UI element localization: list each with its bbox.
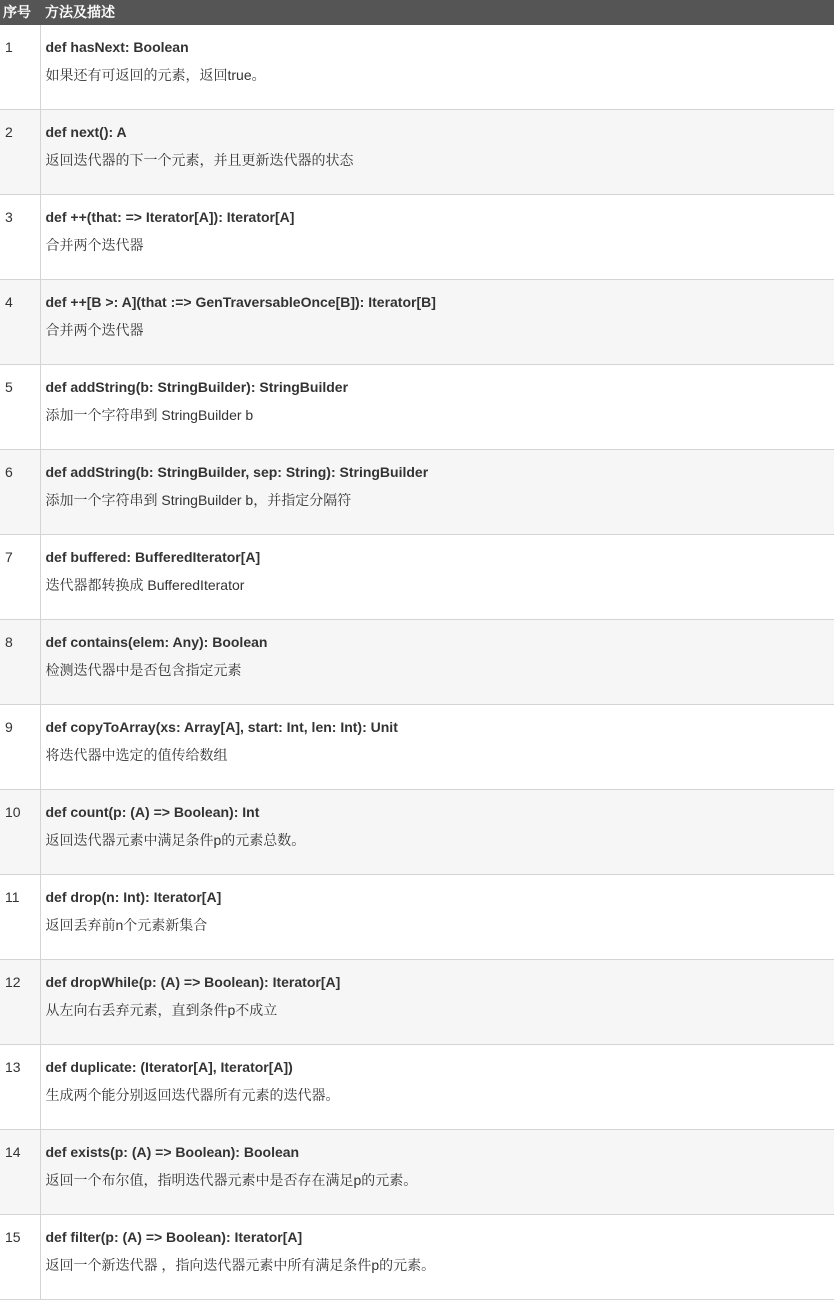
method-signature: def drop(n: Int): Iterator[A] [46,888,834,906]
row-content [40,535,834,620]
row-content [40,450,834,535]
method-signature: def addString(b: StringBuilder, sep: String): StringBuilder [46,463,834,481]
row-content [40,1130,834,1215]
method-signature: def contains(elem: Any): Boolean [46,633,834,651]
method-description: 将迭代器中选定的值传给数组 [46,746,834,764]
method-description: 合并两个迭代器 [46,321,834,339]
table-row [0,960,834,1045]
row-index: 1 [0,25,40,110]
method-signature: def buffered: BufferedIterator[A] [46,548,834,566]
table-header-row [0,0,834,25]
method-description: 从左向右丢弃元素，直到条件p不成立 [46,1001,834,1019]
row-index: 15 [0,1215,40,1300]
row-content [40,195,834,280]
row-content [40,365,834,450]
row-content [40,1215,834,1300]
table-row [0,280,834,365]
method-signature: def exists(p: (A) => Boolean): Boolean [46,1143,834,1161]
table-row [0,195,834,280]
method-description: 返回迭代器的下一个元素，并且更新迭代器的状态 [46,151,834,169]
method-signature: def ++[B >: A](that :=> GenTraversableOnce[B]): Iterator[B] [46,293,834,311]
row-index: 5 [0,365,40,450]
method-description: 检测迭代器中是否包含指定元素 [46,661,834,679]
row-content [40,110,834,195]
method-signature: def filter(p: (A) => Boolean): Iterator[A] [46,1228,834,1246]
row-content [40,280,834,365]
row-index: 10 [0,790,40,875]
method-description: 返回一个新迭代器 ，指向迭代器元素中所有满足条件p的元素。 [46,1256,834,1274]
table-row [0,1215,834,1300]
method-description: 返回丢弃前n个元素新集合 [46,916,834,934]
method-signature: def hasNext: Boolean [46,38,834,56]
method-signature: def count(p: (A) => Boolean): Int [46,803,834,821]
table-row [0,535,834,620]
method-description: 如果还有可返回的元素，返回true。 [46,66,834,84]
method-signature: def duplicate: (Iterator[A], Iterator[A]) [46,1058,834,1076]
method-signature: def ++(that: => Iterator[A]): Iterator[A] [46,208,834,226]
table-row [0,450,834,535]
table-row [0,705,834,790]
row-index: 3 [0,195,40,280]
table-row [0,1045,834,1130]
table-row [0,25,834,110]
header-index: 序号 [0,0,40,25]
row-index: 8 [0,620,40,705]
method-signature: def addString(b: StringBuilder): StringBuilder [46,378,834,396]
method-signature: def dropWhile(p: (A) => Boolean): Iterator[A] [46,973,834,991]
row-index: 4 [0,280,40,365]
method-description: 合并两个迭代器 [46,236,834,254]
row-index: 13 [0,1045,40,1130]
method-description: 返回一个布尔值，指明迭代器元素中是否存在满足p的元素。 [46,1171,834,1189]
row-index: 2 [0,110,40,195]
table-row [0,110,834,195]
row-content [40,1045,834,1130]
row-content [40,960,834,1045]
row-content [40,620,834,705]
table-row [0,1130,834,1215]
row-index: 7 [0,535,40,620]
row-content [40,790,834,875]
table-row [0,365,834,450]
method-description: 迭代器都转换成 BufferedIterator [46,576,834,594]
row-content [40,705,834,790]
row-index: 14 [0,1130,40,1215]
method-description: 添加一个字符串到 StringBuilder b，并指定分隔符 [46,491,834,509]
row-index: 9 [0,705,40,790]
header-description: 方法及描述 [40,0,834,25]
table-row [0,620,834,705]
method-signature: def copyToArray(xs: Array[A], start: Int, len: Int): Unit [46,718,834,736]
table-row [0,875,834,960]
row-index: 12 [0,960,40,1045]
method-description: 生成两个能分别返回迭代器所有元素的迭代器。 [46,1086,834,1104]
method-description: 返回迭代器元素中满足条件p的元素总数。 [46,831,834,849]
row-content [40,25,834,110]
row-content [40,875,834,960]
table-row [0,790,834,875]
table-body [0,25,834,1300]
row-index: 11 [0,875,40,960]
method-description: 添加一个字符串到 StringBuilder b [46,406,834,424]
row-index: 6 [0,450,40,535]
method-signature: def next(): A [46,123,834,141]
